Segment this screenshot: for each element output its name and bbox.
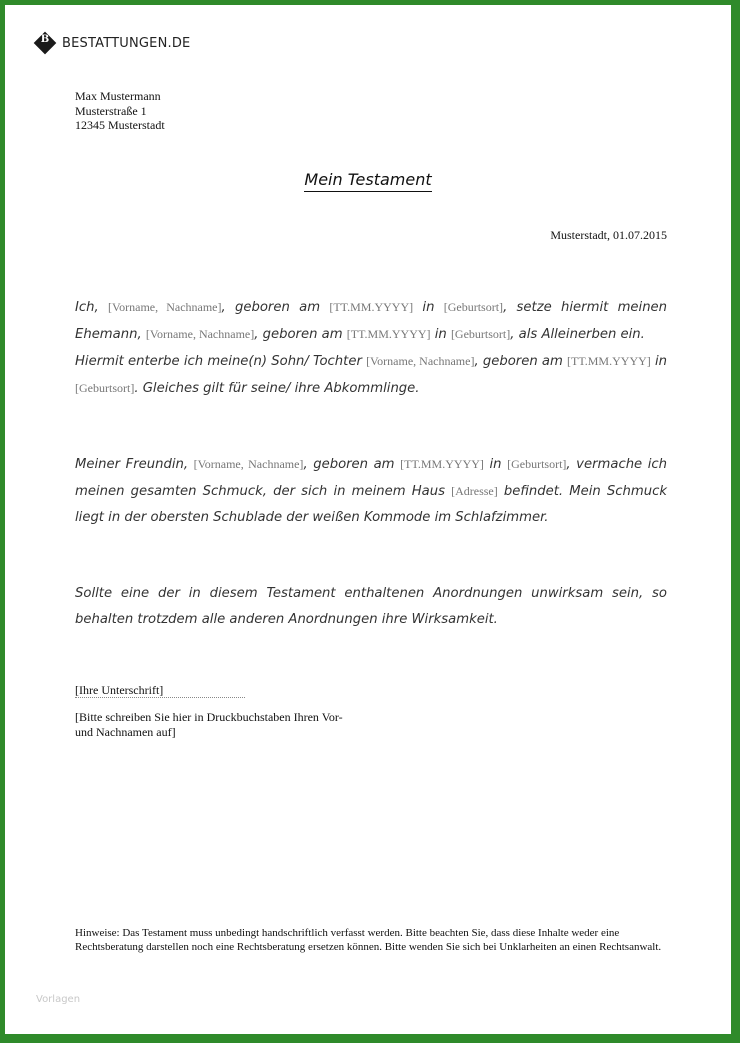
placeholder-name: [Vorname, Nachname] [145,327,255,341]
placeholder-date: [TT.MM.YYYY] [329,300,414,314]
placeholder-birthplace: [Geburtsort] [507,457,567,471]
placeholder-date: [TT.MM.YYYY] [567,354,651,368]
sender-city: 12345 Musterstadt [75,118,165,132]
placeholder-birthplace: [Geburtsort] [443,300,504,314]
brand-logo [34,32,190,54]
legal-note: Hinweise: Das Testament muss unbedingt handschriftlich verfasst werden. Bitte beachten Sie, dass diese Inhalte weder eine Rechtsberatung darstellen noch eine Rechtsberatung ersetzen können. Bitte wenden Sie sich bei Unklarheiten an einen Rechtsanwalt. [75,927,662,953]
placeholder-birthplace: [Geburtsort] [450,327,511,341]
document-date: Musterstadt, 01.07.2015 [550,228,667,242]
placeholder-birthplace: [Geburtsort] [75,381,135,395]
watermark: Vorlagen [36,994,81,1005]
sender-name: Max Mustermann [75,89,161,103]
document-title: Mein Testament [5,170,731,189]
placeholder-date: [TT.MM.YYYY] [400,457,484,471]
sender-address [75,89,165,133]
signature-line [75,697,245,698]
paragraph-bequest: Meiner Freundin, [Vorname, Nachname], geboren am [TT.MM.YYYY] in [Geburtsort], vermache ich meinen gesamten Schmuck, der sich in meinem Haus [Adresse] befindet. Mein Schmuck liegt in der obersten Schublade der weißen Kommode im Schlafzimmer. [75,457,668,525]
sender-street: Musterstraße 1 [75,103,147,118]
paragraph-heir: Ich, [Vorname, Nachname], geboren am [TT.MM.YYYY] in [Geburtsort], setze hiermit meinen Ehemann, [Vorname, Nachname], geboren am [TT.MM.YYYY] in [Geburtsort], als Alleinerben ein. Hiermit enterbe ich meine(n) Sohn/ Tochter [Vorname, Nachname], geboren am [TT.MM.YYYY] in [Geburtsort]. Gleiches gilt für seine/ ihre Abkommlinge. [75,300,668,396]
document-page [5,5,731,1034]
diamond-logo-icon: B [34,32,56,54]
logo-text: BESTATTUNGEN.DE [62,35,191,51]
paragraph-severability: Sollte eine der in diesem Testament enthaltenen Anordnungen unwirksam sein, so behalten trotzdem alle anderen Anordnungen ihre Wirksamkeit. [75,586,667,627]
placeholder-name: [Vorname, Nachname] [108,300,222,314]
placeholder-name: [Vorname, Nachname] [366,354,475,368]
signature-placeholder: [Ihre Unterschrift] [75,683,164,697]
placeholder-address: [Adresse] [451,484,498,498]
print-name-placeholder: [Bitte schreiben Sie hier in Druckbuchstaben Ihren Vor- und Nachnamen auf] [75,710,343,739]
placeholder-date: [TT.MM.YYYY] [346,327,431,341]
placeholder-name: [Vorname, Nachname] [193,457,304,471]
